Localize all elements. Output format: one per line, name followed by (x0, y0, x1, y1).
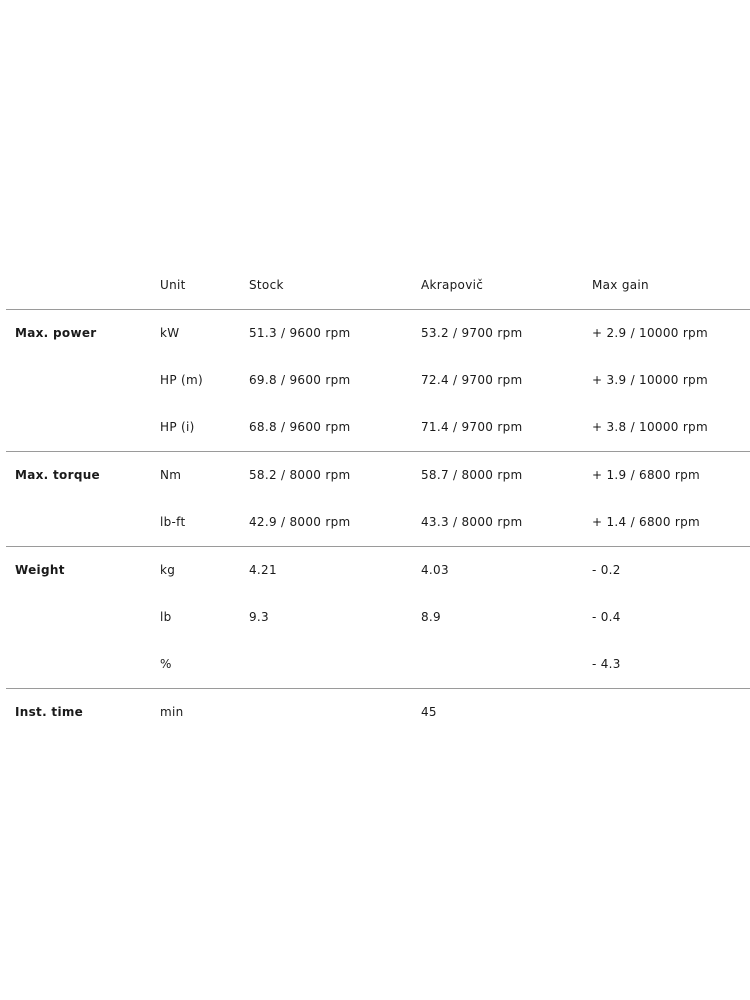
row-stock: 4.21 (249, 563, 277, 577)
row-unit: min (160, 705, 184, 719)
row-akrapovic: 71.4 / 9700 rpm (421, 420, 523, 434)
row-stock: 68.8 / 9600 rpm (249, 420, 351, 434)
row-akrapovic: 72.4 / 9700 rpm (421, 373, 523, 387)
row-akrapovic: 43.3 / 8000 rpm (421, 515, 523, 529)
row-max-gain: - 0.2 (592, 563, 621, 577)
row-stock: 69.8 / 9600 rpm (249, 373, 351, 387)
row-stock: 58.2 / 8000 rpm (249, 468, 351, 482)
row-stock: 51.3 / 9600 rpm (249, 326, 351, 340)
table-row (6, 404, 750, 452)
spec-table (6, 262, 750, 736)
table-row (6, 499, 750, 547)
row-max-gain: + 1.9 / 6800 rpm (592, 468, 701, 482)
row-stock: 9.3 (249, 610, 269, 624)
row-unit: HP (i) (160, 420, 195, 434)
row-label: Inst. time (15, 705, 84, 719)
row-unit: % (160, 657, 172, 671)
header-akrapovic: Akrapovič (421, 278, 484, 292)
table-row (6, 689, 750, 736)
table-row (6, 357, 750, 404)
row-akrapovic: 45 (421, 705, 437, 719)
row-akrapovic: 4.03 (421, 563, 449, 577)
row-max-gain: - 4.3 (592, 657, 621, 671)
row-unit: kg (160, 563, 176, 577)
row-akrapovic: 58.7 / 8000 rpm (421, 468, 523, 482)
row-max-gain: + 2.9 / 10000 rpm (592, 326, 708, 340)
row-unit: lb-ft (160, 515, 186, 529)
row-label: Weight (15, 563, 65, 577)
row-max-gain: + 3.9 / 10000 rpm (592, 373, 708, 387)
row-unit: Nm (160, 468, 182, 482)
table-header-row (6, 262, 750, 310)
table-row (6, 452, 750, 499)
row-label: Max. power (15, 326, 97, 340)
row-max-gain: + 3.8 / 10000 rpm (592, 420, 708, 434)
header-unit: Unit (160, 278, 186, 292)
row-unit: HP (m) (160, 373, 203, 387)
row-label: Max. torque (15, 468, 100, 482)
row-akrapovic: 53.2 / 9700 rpm (421, 326, 523, 340)
header-max-gain: Max gain (592, 278, 649, 292)
table-row (6, 641, 750, 689)
header-stock: Stock (249, 278, 284, 292)
table-row (6, 310, 750, 357)
table-row (6, 547, 750, 594)
row-unit: lb (160, 610, 172, 624)
row-akrapovic: 8.9 (421, 610, 441, 624)
row-max-gain: - 0.4 (592, 610, 621, 624)
row-stock: 42.9 / 8000 rpm (249, 515, 351, 529)
row-unit: kW (160, 326, 180, 340)
table-row (6, 594, 750, 641)
row-max-gain: + 1.4 / 6800 rpm (592, 515, 701, 529)
